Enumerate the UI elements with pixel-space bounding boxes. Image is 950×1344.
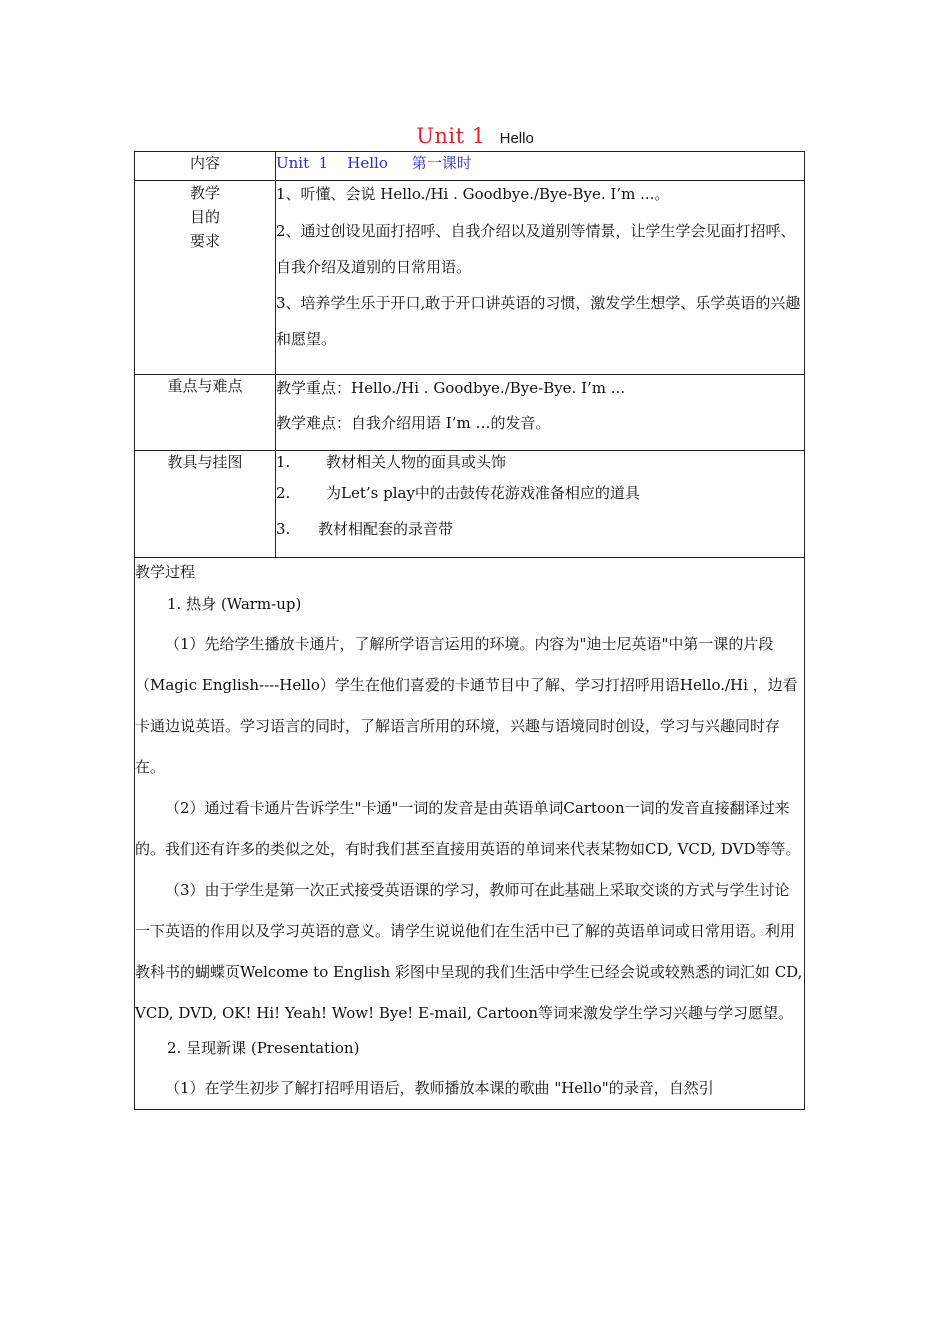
tool-text: 教材相配套的录音带 bbox=[318, 520, 454, 538]
process-step-heading: 1. 热身 (Warm-up) bbox=[167, 595, 302, 613]
tool-text: 为Let’s play中的击鼓传花游戏准备相应的道具 bbox=[326, 484, 640, 502]
tool-item bbox=[276, 511, 804, 547]
tool-number: 3. bbox=[276, 520, 291, 538]
tool-item bbox=[276, 451, 804, 473]
tools-row bbox=[135, 451, 805, 558]
process-title: 教学过程 bbox=[135, 563, 196, 581]
tools-content bbox=[276, 451, 805, 558]
goals-label-line-1: 教学 bbox=[189, 184, 220, 202]
goals-content bbox=[276, 181, 805, 375]
key-point-item: 教学重点：Hello./Hi . Goodbye./Bye-Bye. I’m ... bbox=[276, 379, 626, 397]
process-step-heading: 2. 呈现新课 (Presentation) bbox=[167, 1039, 360, 1057]
goal-item: 1、听懂、会说 Hello./Hi . Goodbye./Bye-Bye. I’m ...。 bbox=[276, 185, 670, 203]
key-points-content bbox=[276, 375, 805, 451]
process-row bbox=[135, 558, 805, 1110]
process-paragraph: （1）在学生初步了解打招呼用语后，教师播放本课的歌曲 "Hello"的录音，自然引 bbox=[165, 1079, 714, 1097]
content-label: 内容 bbox=[135, 152, 276, 181]
page-title bbox=[0, 124, 950, 148]
content-row bbox=[135, 152, 805, 181]
key-points-label: 重点与难点 bbox=[135, 375, 276, 451]
tool-number: 2. bbox=[276, 484, 291, 502]
tool-item bbox=[276, 475, 804, 511]
process-paragraph: （3）由于学生是第一次正式接受英语课的学习，教师可在此基础上采取交谈的方式与学生讨论一下英语的作用以及学习英语的意义。请学生说说他们在生活中已了解的英语单词或日常用语。利用教科书的蝴蝶页Welcome to English 彩图中呈现的我们生活中学生已经会说或较熟悉的词汇如 CD, VCD, DVD, OK! Hi! Yeah! Wow! Bye! E-mail, Cartoon等词来激发学生学习兴趣与学习愿望。 bbox=[135, 881, 803, 1022]
tools-label: 教具与挂图 bbox=[135, 451, 276, 558]
process-content bbox=[135, 558, 805, 1110]
tool-text: 教材相关人物的面具或头饰 bbox=[326, 453, 507, 471]
key-point-item: 教学难点：自我介绍用语 I’m …的发音。 bbox=[276, 414, 551, 432]
title-unit: Unit 1 bbox=[416, 124, 486, 148]
goals-label bbox=[135, 181, 276, 375]
lesson-plan-table bbox=[134, 151, 805, 1110]
goals-row bbox=[135, 181, 805, 375]
process-paragraph: （2）通过看卡通片告诉学生"卡通"一词的发音是由英语单词Cartoon一词的发音直接翻译过来的。我们还有许多的类似之处，有时我们甚至直接用英语的单词来代表某物如CD, VCD, DVD等等。 bbox=[135, 799, 801, 858]
goals-label-line-3: 要求 bbox=[189, 232, 220, 250]
process-paragraph: （1）先给学生播放卡通片，了解所学语言运用的环境。内容为"迪士尼英语"中第一课的片段（Magic English----Hello）学生在他们喜爱的卡通节目中了解、学习打招呼用语Hello./Hi ，边看卡通边说英语。学习语言的同时，了解语言所用的环境，兴趣与语境同时创设，学习与兴趣同时存在。 bbox=[135, 635, 798, 776]
goal-item: 3、培养学生乐于开口,敢于开口讲英语的习惯，激发学生想学、乐学英语的兴趣和愿望。 bbox=[276, 294, 801, 348]
goal-item: 2、通过创设见面打招呼、自我介绍以及道别等情景，让学生学会见面打招呼、自我介绍及道别的日常用语。 bbox=[276, 222, 796, 276]
key-points-row bbox=[135, 375, 805, 451]
tool-number: 1. bbox=[276, 453, 291, 471]
title-hello: Hello bbox=[499, 130, 534, 147]
goals-label-line-2: 目的 bbox=[189, 208, 220, 226]
content-value: Unit 1 Hello 第一课时 bbox=[276, 152, 805, 181]
